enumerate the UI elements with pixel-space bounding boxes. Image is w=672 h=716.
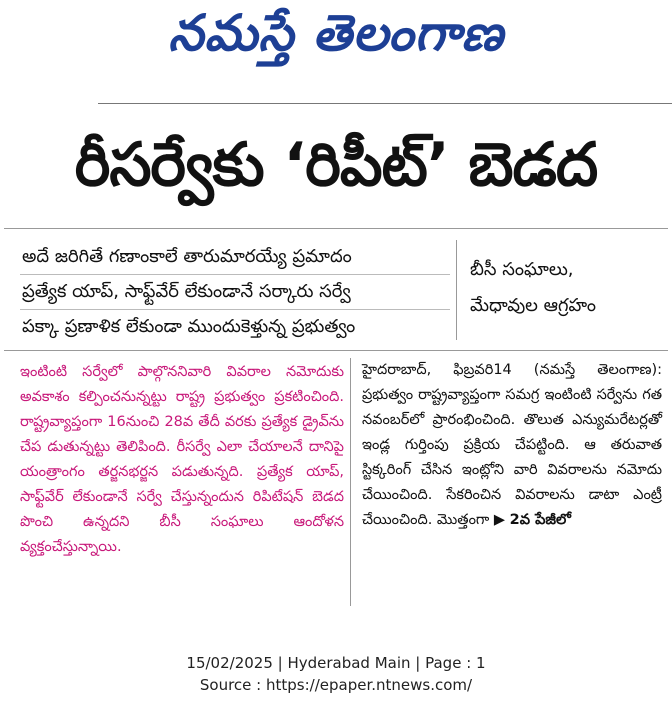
jump-arrow-icon: ▶ — [493, 512, 506, 528]
sub-headline: అదే జరిగితే గణాంకాలే తారుమారయ్యే ప్రమాదం — [20, 240, 450, 275]
sub-headlines — [20, 240, 450, 344]
side-headline-line: బీసీ సంఘాలు, — [470, 259, 574, 280]
sub-headline: పక్కా ప్రణాళిక లేకుండా ముందుకెళ్తున్న ప్రభుత్వం — [22, 316, 356, 337]
newspaper-logo: నమస్తే తెలంగాణ — [168, 4, 504, 62]
side-headline — [470, 252, 670, 324]
column-divider — [350, 358, 351, 606]
divider — [98, 103, 672, 104]
continued-on-page: 2వ పేజీలో — [509, 512, 571, 528]
highlight-box: ఇంటింటి సర్వేలో పాల్గొననివారి వివరాల నమోదుకు అవకాశం కల్పించనున్నట్టు రాష్ట్ర ప్రభుత్వం ప్రకటించింది. రాష్ట్రవ్యాప్తంగా 16నుంచి 28వ తేదీ వరకు ప్రత్యేక డ్రైవ్‌ను చేప డుతున్నట్టు తెలిపింది. రీసర్వే ఎలా చేయాలనే దానిపై యంత్రాంగం తర్జనభర్జన పడుతున్నది. ప్రత్యేక యాప్, సాఫ్ట్‌వేర్ లేకుండానే సర్వే చేస్తున్నందున రిపిటేషన్ బెడద పొంచి ఉన్నదని బీసీ సంఘాలు ఆందోళన వ్యక్తంచేస్తున్నాయి. — [20, 364, 344, 555]
edition-info: 15/02/2025 | Hyderabad Main | Page : 1 — [186, 654, 486, 672]
article-text: హైదరాబాద్, ఫిబ్రవరి14 (నమస్తే తెలంగాణ): ప్రభుత్వం రాష్ట్రవ్యాప్తంగా సమగ్ర ఇంటింటి సర్వేను గత నవంబర్‌లో ప్రారంభించింది. తొలుత ఎన్యుమరేటర్లతో ఇండ్ల గుర్తింపు ప్రక్రియ చేపట్టింది. ఆ తరువాత స్టిక్కరింగ్ చేసిన ఇంట్లోని వారి వివరాలను నమోదు చేయించింది. సేకరించిన వివరాలను డాటా ఎంట్రీ చేయించింది. మొత్తంగా — [362, 362, 662, 528]
article-body — [362, 358, 662, 533]
sub-headline: ప్రత్యేక యాప్, సాఫ్ట్‌వేర్ లేకుండానే సర్కారు సర్వే — [20, 275, 450, 310]
source-link[interactable]: Source : https://epaper.ntnews.com/ — [199, 676, 473, 694]
footer — [0, 652, 672, 696]
side-headline-line: మేధావుల ఆగ్రహం — [470, 295, 597, 316]
masthead — [0, 0, 672, 92]
headline: రీసర్వేకు ‘రిపీట్’ బెడద — [74, 130, 598, 200]
column-divider — [456, 240, 457, 340]
divider — [4, 350, 668, 351]
divider — [4, 228, 668, 229]
